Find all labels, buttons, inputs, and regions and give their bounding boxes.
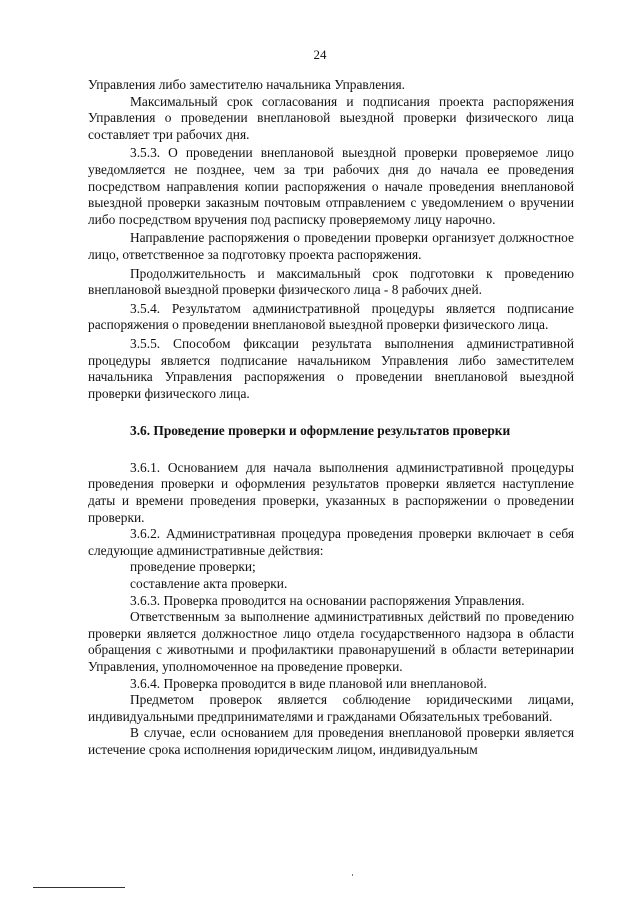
footnote-divider bbox=[33, 887, 125, 888]
paragraph: 3.6.3. Проверка проводится на основании распоряжения Управления. bbox=[130, 592, 525, 608]
document-body bbox=[88, 77, 574, 759]
paragraph: Направление распоряжения о проведении проверки организует должностное лицо, ответственное за подготовку проекта распоряжения. bbox=[88, 230, 574, 262]
paragraph: 3.6.1. Основанием для начала выполнения административной процедуры проведения проверки и оформления результатов проверки является наступление даты и времени проведения проверки, указанных в распоряжении о проведении проверки. bbox=[88, 459, 574, 525]
paragraph: Продолжительность и максимальный срок подготовки к проведению внеплановой выездной проверки физического лица - 8 рабочих дней. bbox=[88, 265, 574, 298]
list-item: составление акта проверки. bbox=[130, 576, 288, 592]
paragraph: 3.5.5. Способом фиксации результата выполнения административной процедуры является подписание начальником Управления либо заместителем начальника Управления распоряжения о проведении внеплановой выездной проверки физического лица. bbox=[88, 335, 574, 401]
paragraph: 3.6.4. Проверка проводится в виде плановой или внеплановой. bbox=[130, 675, 487, 691]
paragraph: Предметом проверок является соблюдение юридическими лицами, индивидуальными предпринимателями и гражданами Обязательных требований. bbox=[88, 692, 574, 724]
paragraph: 3.5.3. О проведении внеплановой выездной проверки проверяемое лицо уведомляется не позднее, чем за три рабочих дня до начала ее проведения посредством направления копии распоряжения о начале проведения внеплановой выездной проверки заказным почтовым отправлением с уведомлением о вручении либо посредством вручения под расписку проверяемому лицу нарочно. bbox=[88, 145, 574, 227]
paragraph: 3.6.2. Административная процедура проведения проверки включает в себя следующие административные действия: bbox=[88, 526, 574, 558]
paragraph: Максимальный срок согласования и подписания проекта распоряжения Управления о проведении внеплановой выездной проверки физического лица составляет три рабочих дня. bbox=[88, 93, 574, 142]
paragraph: Ответственным за выполнение административных действий по проведению проверки является должностное лицо отдела государственного надзора в области обращения с животными и профилактики правонарушений в области ветеринарии Управления, уполномоченное на проведение проверки. bbox=[88, 609, 574, 674]
paragraph: Управления либо заместителю начальника Управления. bbox=[88, 77, 405, 92]
page-number: 24 bbox=[313, 47, 327, 62]
list-item: проведение проверки; bbox=[130, 559, 256, 575]
paragraph: В случае, если основанием для проведения внеплановой проверки является истечение срока исполнения юридическим лицом, индивидуальным bbox=[88, 725, 574, 757]
scan-speck bbox=[352, 874, 353, 876]
section-heading: 3.6. Проведение проверки и оформление результатов проверки bbox=[130, 423, 511, 439]
paragraph: 3.5.4. Результатом административной процедуры является подписание распоряжения о проведении внеплановой выездной проверки физического лица. bbox=[88, 300, 574, 333]
